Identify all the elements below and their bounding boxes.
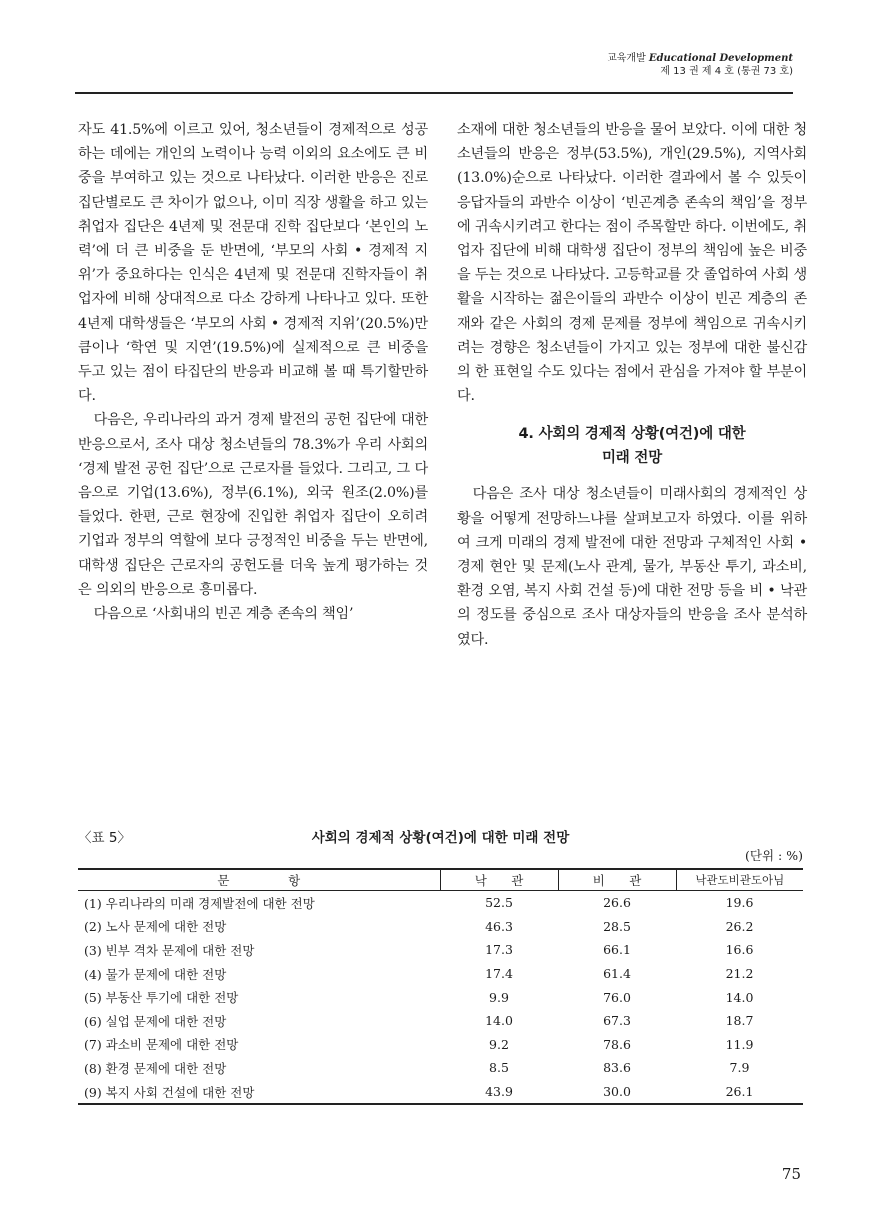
cell-pessimistic: 61.4: [603, 966, 631, 982]
cell-pessimistic: 67.3: [603, 1013, 631, 1029]
left-paragraph-3: 다음으로 ‘사회내의 빈곤 계층 존속의 책임’: [93, 606, 354, 623]
left-column: [78, 118, 428, 626]
table-row: [78, 1080, 803, 1105]
cell-pessimistic: 30.0: [558, 1080, 676, 1105]
table-row: [78, 985, 803, 1009]
outlook-table: [78, 868, 803, 1105]
cell-neither: 18.7: [725, 1013, 754, 1029]
cell-optimistic: 9.2: [489, 1036, 509, 1052]
right-paragraph-2: 다음은 조사 대상 청소년들이 미래사회의 경제적인 상황을 어떻게 전망하느냐를 살펴보고자 하였다. 이를 위하여 크게 미래의 경제 발전에 대한 전망과 구체적인 사회 • 경제 현안 및 문제(노사 관계, 물가, 부동산 투기, 과소비, 환경 오염, 복지 사회 건설 등)에 대한 전망 등을 비 • 낙관의 정도를 중심으로 조사 대상자들의 반응을 조사 분석하였다.: [457, 486, 807, 648]
cell-optimistic: 14.0: [485, 1013, 513, 1029]
section-heading-line-2: 미래 전망: [601, 450, 663, 467]
table-header-row: [78, 869, 803, 891]
cell-pessimistic: 66.1: [603, 942, 631, 958]
table-row: [78, 1009, 803, 1033]
header-opt-char-2: 관: [511, 873, 524, 888]
running-header: [607, 52, 793, 78]
cell-pessimistic: 78.6: [603, 1036, 631, 1052]
section-heading-line-1: 4. 사회의 경제적 상황(여건)에 대한: [518, 426, 746, 443]
cell-pessimistic: 76.0: [603, 989, 631, 1005]
cell-neither: 7.9: [729, 1060, 750, 1076]
cell-neither: 11.9: [725, 1036, 754, 1052]
cell-optimistic: 43.9: [440, 1080, 558, 1105]
cell-pessimistic: 28.5: [603, 918, 631, 934]
section-heading: [457, 422, 807, 470]
cell-optimistic: 8.5: [489, 1060, 509, 1076]
cell-optimistic: 52.5: [485, 895, 513, 911]
cell-optimistic: 17.4: [485, 966, 513, 982]
cell-pessimistic: 83.6: [603, 1060, 631, 1076]
header-neither-label: 낙관도비관도아님: [695, 873, 785, 887]
cell-optimistic: 9.9: [489, 989, 509, 1005]
cell-neither: 26.2: [725, 918, 754, 934]
header-item-char-1: 문: [217, 873, 230, 888]
journal-title-ko: 교육개발: [607, 53, 646, 64]
table-row: [78, 962, 803, 986]
table-row: [78, 1056, 803, 1080]
table-row: [78, 1033, 803, 1057]
header-optimistic: [440, 869, 558, 891]
cell-neither: 19.6: [725, 895, 754, 911]
row-label: (1) 우리나라의 미래 경제발전에 대한 전망: [84, 895, 315, 911]
header-pessimistic: [558, 869, 676, 891]
table-row: [78, 891, 803, 915]
row-label: (6) 실업 문제에 대한 전망: [84, 1013, 227, 1029]
right-paragraph-1: 소재에 대한 청소년들의 반응을 물어 보았다. 이에 대한 청소년들의 반응은 정부(53.5%), 개인(29.5%), 지역사회(13.0%)순으로 나타났다. 이러한 결과에서 볼 수 있듯이 응답자들의 과반수 이상이 ‘빈곤계층 존속의 책임’을 정부에 귀속시키려고 한다는 점이 주목할만 하다. 이번에도, 취업자 집단에 비해 대학생 집단이 정부의 책임에 높은 비중을 두는 것으로 나타났다. 고등학교를 갓 졸업하여 사회 생활을 시작하는 젊은이들의 과반수 이상이 빈곤 계층의 존재와 같은 사회의 경제 문제를 정부에 책임으로 귀속시키려는 경향은 청소년들이 가지고 있는 정부에 대한 불신감의 한 표현일 수도 있다는 점에서 관심을 가져야 할 부분이다.: [457, 122, 807, 405]
cell-neither: 21.2: [725, 966, 754, 982]
row-label: (8) 환경 문제에 대한 전망: [84, 1060, 227, 1076]
table-unit: (단위 : %): [745, 848, 803, 863]
right-column: [457, 118, 807, 652]
header-neither: [676, 869, 803, 891]
header-item: [78, 869, 440, 891]
cell-neither: 16.6: [725, 942, 754, 958]
journal-title-en: Educational Development: [648, 53, 793, 64]
cell-neither: 26.1: [676, 1080, 803, 1105]
row-label: (5) 부동산 투기에 대한 전망: [84, 990, 239, 1006]
header-rule: [75, 92, 793, 94]
table-number: 〈표 5〉: [78, 830, 131, 846]
header-pes-char-2: 관: [629, 873, 642, 888]
row-label: (9) 복지 사회 건설에 대한 전망: [78, 1080, 440, 1105]
header-opt-char-1: 낙: [474, 873, 487, 888]
left-paragraph-1: 자도 41.5%에 이르고 있어, 청소년들이 경제적으로 성공하는 데에는 개인의 노력이나 능력 이외의 요소에도 큰 비중을 부여하고 있는 것으로 나타났다. 이러한 반응은 진로 집단별로도 큰 차이가 없으나, 이미 직장 생활을 하고 있는 취업자 집단은 4년제 및 전문대 진학 집단보다 ‘본인의 노력’에 더 큰 비중을 둔 반면에, ‘부모의 사회 • 경제적 지위’가 중요하다는 인식은 4년제 및 전문대 진학자들이 취업자에 비해 상대적으로 다소 강하게 나타나고 있다. 또한 4년제 대학생들은 ‘부모의 사회 • 경제적 지위’(20.5%)만큼이나 ‘학연 및 지연’(19.5%)에 실제적으로 큰 비중을 두고 있는 점이 타집단의 반응과 비교해 볼 때 특기할만하다.: [78, 122, 428, 405]
table-title: 사회의 경제적 상황(여건)에 대한 미래 전망: [311, 830, 570, 846]
cell-pessimistic: 26.6: [603, 895, 631, 911]
row-label: (7) 과소비 문제에 대한 전망: [84, 1037, 239, 1053]
left-paragraph-2: 다음은, 우리나라의 과거 경제 발전의 공헌 집단에 대한 반응으로서, 조사 대상 청소년들의 78.3%가 우리 사회의 ‘경제 발전 공헌 집단’으로 근로자를 들었다. 그리고, 그 다음으로 기업(13.6%), 정부(6.1%), 외국 원조(2.0%)를 들었다. 한편, 근로 현장에 진입한 취업자 집단이 오히려 기업과 정부의 역할에 보다 긍정적인 비중을 두는 반면에, 대학생 집단은 근로자의 공헌도를 더욱 높게 평가하는 것은 의외의 반응으로 흥미롭다.: [78, 412, 428, 598]
page-number: 75: [781, 1165, 801, 1183]
table-row: [78, 915, 803, 939]
cell-optimistic: 17.3: [485, 942, 513, 958]
row-label: (4) 물가 문제에 대한 전망: [84, 966, 227, 982]
header-pes-char-1: 비: [592, 873, 605, 888]
row-label: (3) 빈부 격차 문제에 대한 전망: [84, 942, 255, 958]
cell-optimistic: 46.3: [485, 918, 513, 934]
table-caption: [78, 826, 803, 848]
cell-neither: 14.0: [725, 989, 754, 1005]
row-label: (2) 노사 문제에 대한 전망: [84, 919, 227, 935]
issue-info: 제 13 권 제 4 호 (통권 73 호): [660, 66, 793, 77]
header-item-char-2: 항: [288, 873, 301, 888]
table-row: [78, 938, 803, 962]
